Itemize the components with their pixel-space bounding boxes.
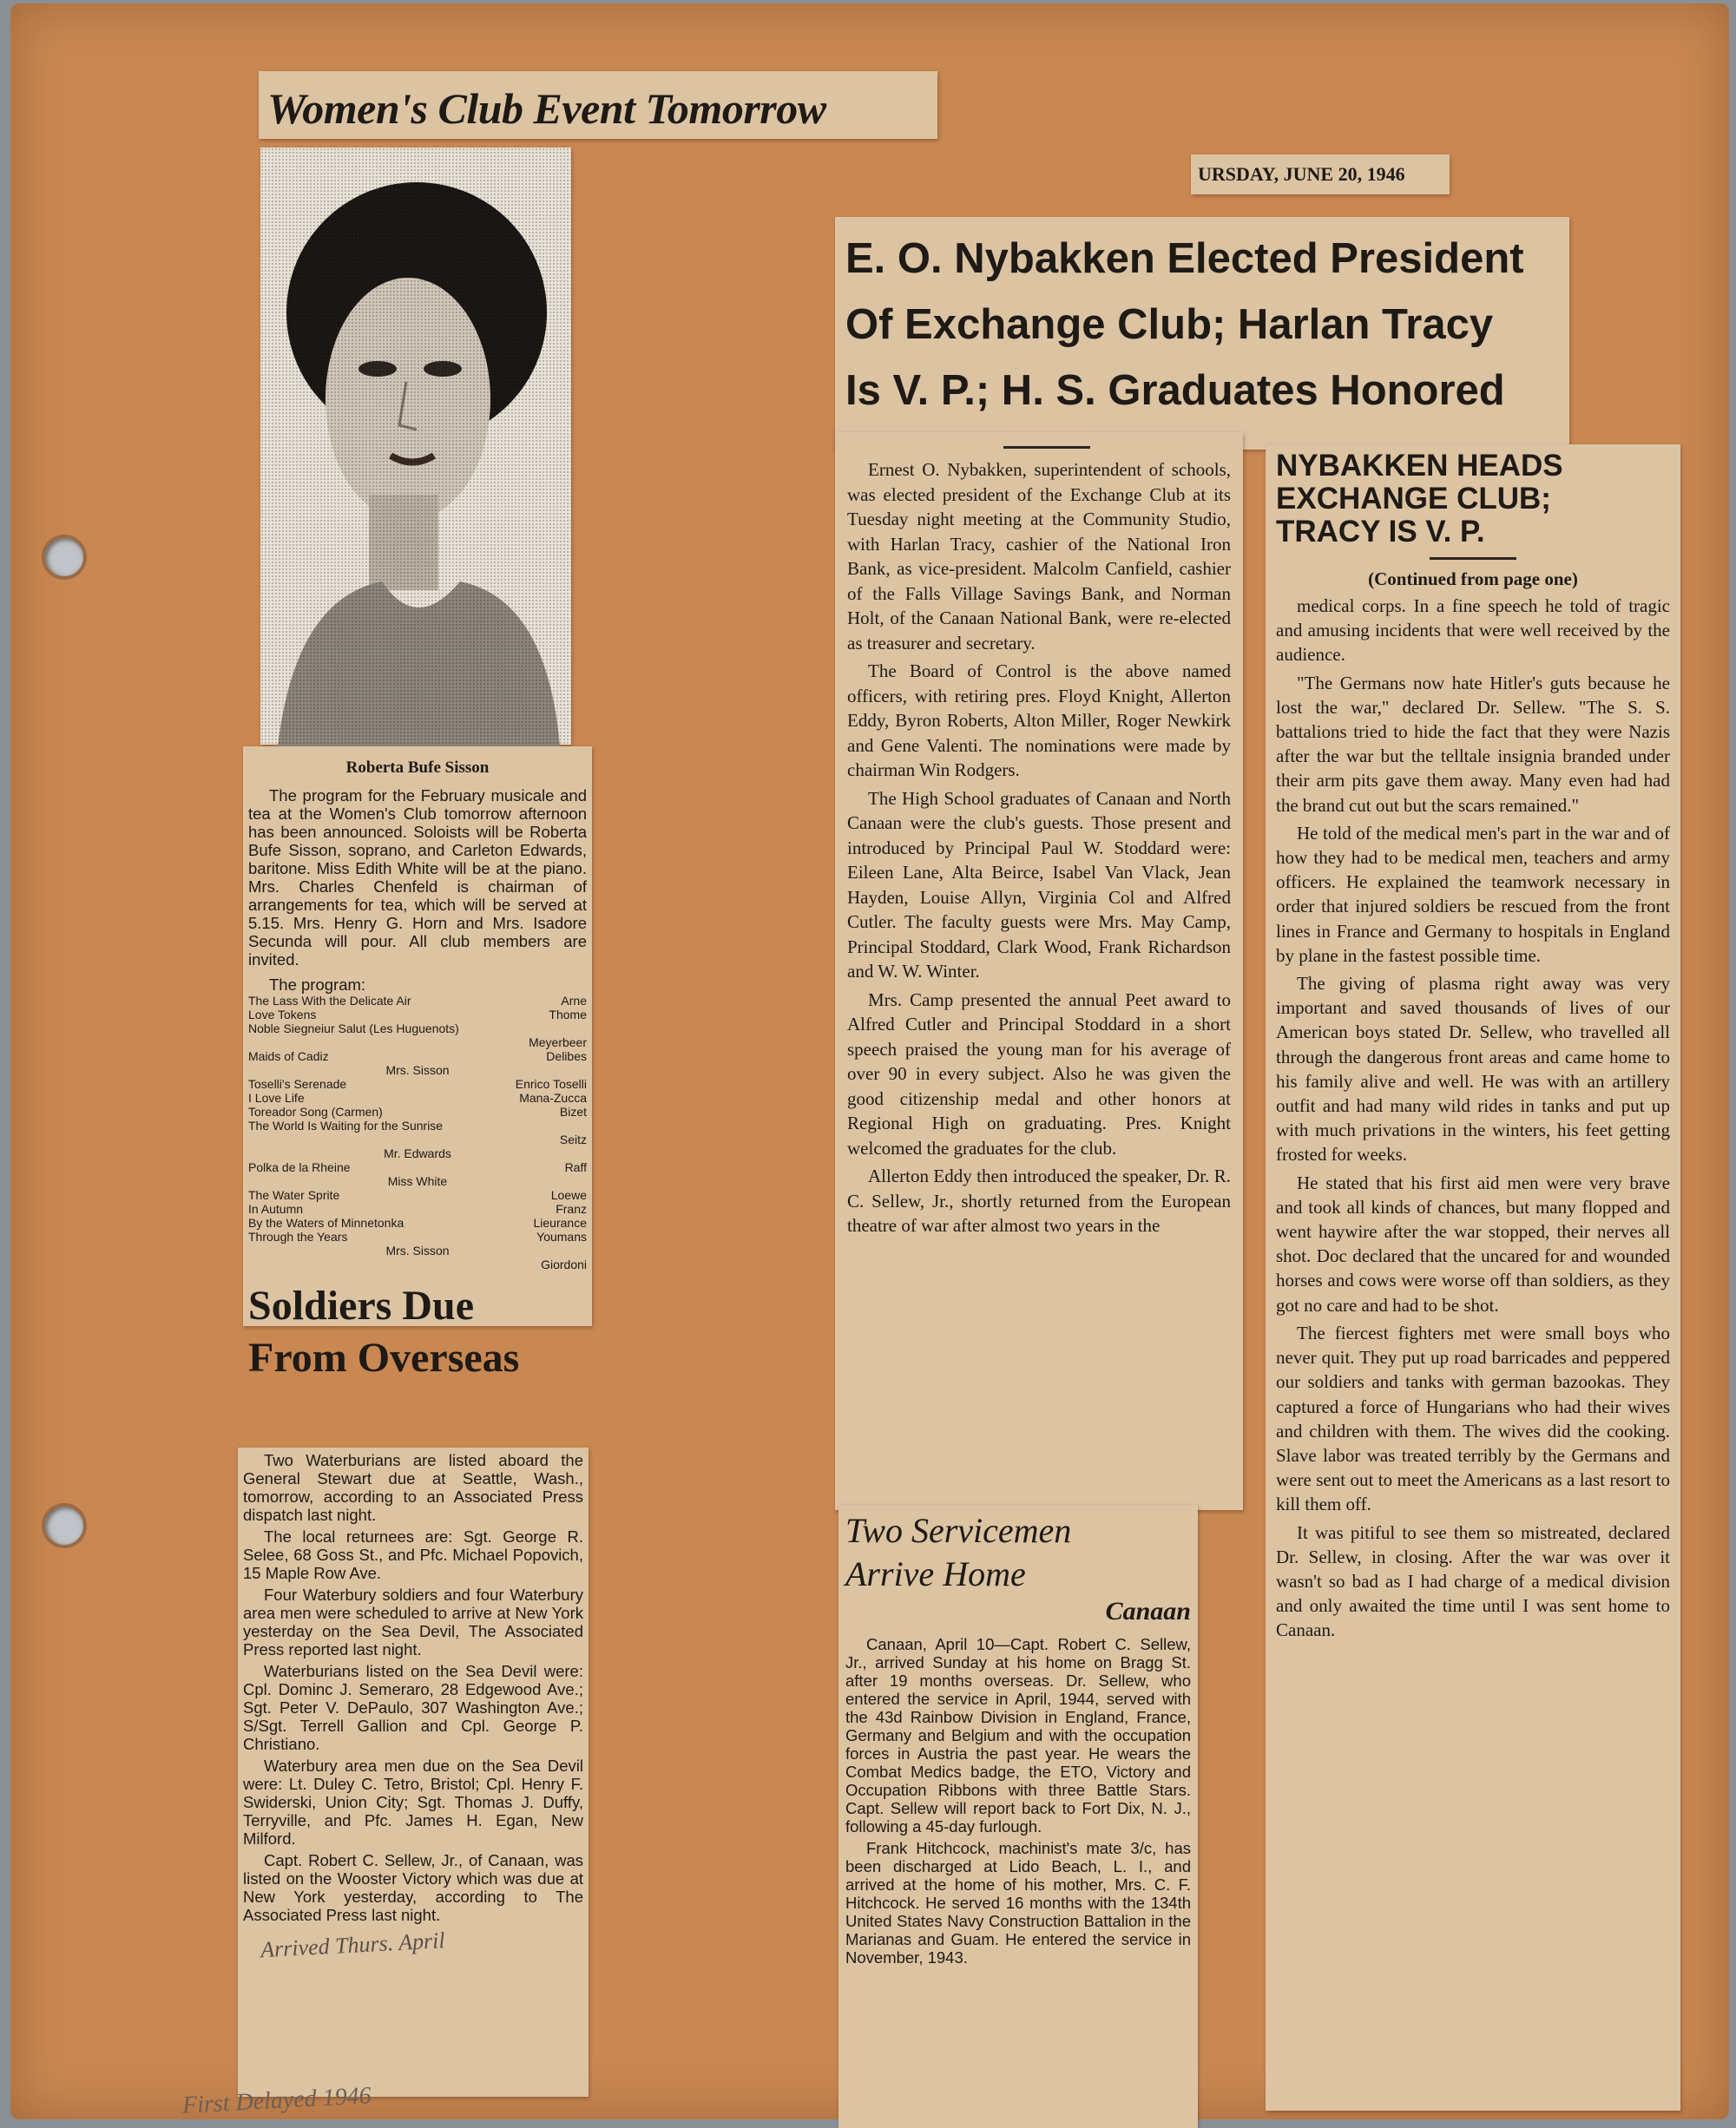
program-item-title: Toselli's Serenade: [248, 1077, 347, 1091]
program-item: [248, 1216, 587, 1230]
exchange-club-article-clipping: [835, 432, 1243, 1510]
continued-headline-2: EXCHANGE CLUB;: [1276, 482, 1551, 516]
soldiers-body-clipping: [238, 1448, 589, 2097]
continued-article-body: [1276, 594, 1670, 1643]
soldiers-headline-2: From Overseas: [248, 1335, 520, 1381]
continued-headline-3: TRACY IS V. P.: [1276, 515, 1485, 548]
soldiers-headline-1: Soldiers Due: [248, 1283, 475, 1329]
program-item-title: Love Tokens: [248, 1008, 317, 1021]
program-item: [248, 1160, 587, 1174]
program-item-composer: Delibes: [546, 1049, 587, 1063]
soldiers-paragraph: Four Waterbury soldiers and four Waterbury area men were scheduled to arrive at New York yesterday on the Sea Devil, The Associated Press reported last night.: [243, 1586, 583, 1658]
continued-paragraph: He told of the medical men's part in the war and of how they had to be medical men, teachers and army officers. He explained the teamwork necessary in order that injured soldiers be rescued from the front lines in France and Germany to hospitals in England by plane in the fastest possible time.: [1276, 822, 1670, 966]
exchange-headline-line-2: Of Exchange Club; Harlan Tracy: [845, 301, 1494, 348]
program-item: [248, 1035, 587, 1049]
program-item: [248, 1091, 587, 1105]
servicemen-body: [845, 1635, 1191, 1967]
program-item-title: Polka de la Rheine: [248, 1160, 351, 1174]
continued-headline-1: NYBAKKEN HEADS: [1276, 449, 1563, 483]
program-item: [248, 1021, 587, 1035]
soldiers-paragraph: Waterbury area men due on the Sea Devil were: Lt. Duley C. Tetro, Bristol; Cpl. Henry F. Swiderski, Union City; Sgt. Thomas J. Duffy, Terryville, and Pfc. James H. Egan, New Milford.: [243, 1757, 583, 1848]
program-item-title: By the Waters of Minnetonka: [248, 1216, 404, 1230]
handwritten-note-1: Arrived Thurs. April: [260, 1928, 446, 1963]
program-item-title: Toreador Song (Carmen): [248, 1105, 383, 1119]
servicemen-paragraph: Frank Hitchcock, machinist's mate 3/c, has been discharged at Lido Beach, L. I., and arrived at the home of his mother, Mrs. C. F. Hitchcock. He served 16 months with the 134th United States Navy Construction Battalion in the Marianas and Guam. He entered the service in November, 1943.: [845, 1839, 1191, 1967]
program-item-title: The Lass With the Delicate Air: [248, 994, 411, 1008]
program-item: [248, 1077, 587, 1091]
program-item-title: The World Is Waiting for the Sunrise: [248, 1119, 444, 1133]
program-item-composer: Youmans: [536, 1230, 587, 1244]
portrait-photo: [260, 148, 571, 745]
program-item-composer: Meyerbeer: [529, 1035, 587, 1049]
dateline-clipping: [1191, 154, 1450, 194]
continued-rule: [1430, 557, 1516, 560]
exchange-paragraph: The High School graduates of Canaan and North Canaan were the club's guests. Those present and introduced by Principal Paul W. Stoddard were: Eileen Lane, Alta Beirce, Isabel Van Vlack, Jean Hayden, Louise Allyn, Virginia Col and Alfred Cutler. The faculty guests were Mrs. May Camp, Principal Stoddard, Clark Wood, Frank Richardson and W. W. Winter.: [847, 787, 1231, 982]
portrait-image: [260, 148, 571, 745]
program-performer: Mrs. Sisson: [385, 1063, 450, 1077]
program-item: [248, 1188, 587, 1202]
exchange-paragraph: The Board of Control is the above named officers, with retiring pres. Floyd Knight, Allerton Eddy, Byron Roberts, Alton Miller, Roger Newkirk and Gene Valenti. The nominations were made by chairman Win Rodgers.: [847, 660, 1231, 780]
program-label: The program:: [269, 975, 366, 994]
exchange-headline-line-1: E. O. Nybakken Elected President: [845, 235, 1524, 282]
program-item-composer: Thome: [549, 1008, 587, 1021]
servicemen-place: Canaan: [1105, 1597, 1191, 1626]
program-item-title: In Autumn: [248, 1202, 304, 1216]
continued-paragraph: He stated that his first aid men were very brave and took all kinds of chances, but many flopped and went haywire after the war stopped, their nerves all shot. Doc declared that the uncared for and wounded horses and cows were worse off than soldiers, as they got no care and had to be shot.: [1276, 1172, 1670, 1316]
program-item-composer: Seitz: [559, 1133, 587, 1146]
program-performer: Miss White: [387, 1174, 448, 1188]
womens-club-headline: Women's Club Event Tomorrow: [267, 84, 826, 133]
soldiers-paragraph: Waterburians listed on the Sea Devil were: Cpl. Dominc J. Semeraro, 28 Edgewood Ave.; Sgt. Peter V. DePaulo, 307 Washington Ave.; S/Sgt. Terrell Gallion and Cpl. George P. Christiano.: [243, 1662, 583, 1753]
soldiers-paragraph: The local returnees are: Sgt. George R. Selee, 68 Goss St., and Pfc. Michael Popovich, 15 Maple Row Ave.: [243, 1527, 583, 1582]
headline-rule: [1003, 446, 1090, 449]
program-item: [248, 1133, 587, 1146]
program-item-composer: Franz: [556, 1202, 587, 1216]
continued-paragraph: The giving of plasma right away was very important and saved thousands of lives of our American boys stated Dr. Sellew, who travelled all through the dangerous front areas and came home to his family alive and well. He was with an artillery outfit and had many wild rides in tanks and put up with much privations in the winters, his feet getting frosted for weeks.: [1276, 973, 1670, 1166]
continued-paragraph: medical corps. In a fine speech he told of tragic and amusing incidents that were well received by the audience.: [1276, 595, 1670, 666]
program-item-composer: Enrico Toselli: [515, 1077, 587, 1091]
exchange-headline-line-3: Is V. P.; H. S. Graduates Honored: [845, 367, 1505, 414]
program-item-composer: Mana-Zucca: [519, 1091, 587, 1105]
program-performer: Mrs. Sisson: [385, 1244, 450, 1258]
binder-hole-bottom: [42, 1503, 87, 1548]
program-item: [248, 1202, 587, 1216]
program-item: [248, 1105, 587, 1119]
soldiers-paragraph: Capt. Robert C. Sellew, Jr., of Canaan, was listed on the Wooster Victory which was due at New York yesterday, according to The Associated Press last night.: [243, 1851, 583, 1924]
program-item-title: The Water Sprite: [248, 1188, 340, 1202]
program-item-composer: Lieurance: [533, 1216, 587, 1230]
exchange-club-headline-clipping: [835, 217, 1569, 450]
photo-caption: Roberta Bufe Sisson: [345, 759, 490, 777]
nybakken-continued-clipping: [1266, 444, 1680, 2111]
servicemen-headline-1: Two Servicemen: [845, 1511, 1072, 1550]
program-item: [248, 994, 587, 1008]
program-item-title: Through the Years: [248, 1230, 348, 1244]
program-item-composer: Raff: [564, 1160, 587, 1174]
program-item-title: Noble Siegneiur Salut (Les Huguenots): [248, 1021, 459, 1035]
program-item-composer: Giordoni: [541, 1258, 587, 1271]
soldiers-paragraph: Two Waterburians are listed aboard the General Stewart due at Seattle, Wash., tomorrow, according to an Associated Press dispatch last night.: [243, 1451, 583, 1524]
musicale-program-clipping: [243, 746, 592, 1381]
program-item-title: Maids of Cadiz: [248, 1049, 329, 1063]
handwritten-note-2: First Delayed 1946: [181, 2082, 372, 2119]
musicale-intro: The program for the February musicale and tea at the Women's Club tomorrow afternoon has been announced. Soloists will be Roberta Bufe Sisson, soprano, and Carleton Edwards, baritone. Miss Edith White will be at the piano. Mrs. Charles Chenfeld is chairman of arrangements for tea, which will be served at 5.15. Mrs. Henry G. Horn and Mrs. Isadore Secunda will pour. All club members are invited.: [248, 786, 587, 969]
program-item-composer: Bizet: [559, 1105, 587, 1119]
servicemen-clipping: [838, 1505, 1198, 2128]
continued-paragraph: It was pitiful to see them so mistreated, declared Dr. Sellew, in closing. After the war was over it wasn't so bad as I had charge of a medical division and only awaited the time until I was sent home to Canaan.: [1276, 1521, 1670, 1641]
program-item: [248, 1008, 587, 1021]
dateline: URSDAY, JUNE 20, 1946: [1198, 163, 1405, 185]
continued-paragraph: The fiercest fighters met were small boys who never quit. They put up road barricades and peppered our soldiers and tanks with german bazookas. They captured a force of Hungarians who had their wives and children with them. The wives did the cooking. Slave labor was treated terribly by the Germans and were sent out to meet the Americans as a last resort to kill them off.: [1276, 1322, 1670, 1515]
program-item-title: I Love Life: [248, 1091, 305, 1105]
program-item: [248, 1119, 587, 1133]
exchange-paragraph: Ernest O. Nybakken, superintendent of schools, was elected president of the Exchange Club at its Tuesday night meeting at the Community Studio, with Harlan Tracy, cashier of the National Iron Bank, as vice-president. Malcolm Canfield, cashier of the Falls Village Savings Bank, and Norman Holt, of the Canaan National Bank, were re-elected as treasurer and secretary.: [847, 459, 1231, 654]
program-performer: Mr. Edwards: [384, 1146, 451, 1160]
program-list: [248, 994, 587, 1271]
exchange-paragraph: Allerton Eddy then introduced the speaker, Dr. R. C. Sellew, Jr., shortly returned from the European theatre of war after almost two years in the: [847, 1166, 1231, 1236]
exchange-article-body: [847, 457, 1231, 1238]
program-item: [248, 1230, 587, 1244]
servicemen-paragraph: Canaan, April 10—Capt. Robert C. Sellew, Jr., arrived Sunday at his home on Bragg St. after 19 months overseas. Dr. Sellew, who entered the service in April, 1944, served with the 43d Rainbow Division in England, France, Germany and Belgium and with the occupation forces in Austria the past year. He wears the Combat Medics badge, the ETO, Victory and Occupation Ribbons with three Battle Stars. Capt. Sellew will report back to Fort Dix, N. J., following a 45-day furlough.: [845, 1635, 1191, 1836]
program-item: [248, 1258, 587, 1271]
continued-paragraph: "The Germans now hate Hitler's guts because he lost the war," declared Dr. Sellew. "The S. S. battalions tried to hide the fact that they were Nazis after the war but the telltale insignia branded under their arm pits gave them away. Many even had had the brand cut out but the scars remained.": [1276, 672, 1670, 816]
servicemen-headline-2: Arrive Home: [845, 1554, 1026, 1593]
continued-from-note: (Continued from page one): [1368, 568, 1578, 589]
binder-hole-top: [42, 535, 87, 580]
womens-club-headline-clipping: [259, 71, 937, 139]
program-item: [248, 1049, 587, 1063]
program-item-composer: Loewe: [550, 1188, 587, 1202]
program-item-composer: Arne: [561, 994, 587, 1008]
soldiers-body: [243, 1451, 583, 1924]
exchange-paragraph: Mrs. Camp presented the annual Peet award to Alfred Cutler and Principal Stoddard in a short speech praised the young man for his average of over 90 in every subject. Also he was given the good citizenship medal and other honors at Regional High on graduating. Pres. Knight welcomed the graduates for the club.: [847, 988, 1231, 1159]
